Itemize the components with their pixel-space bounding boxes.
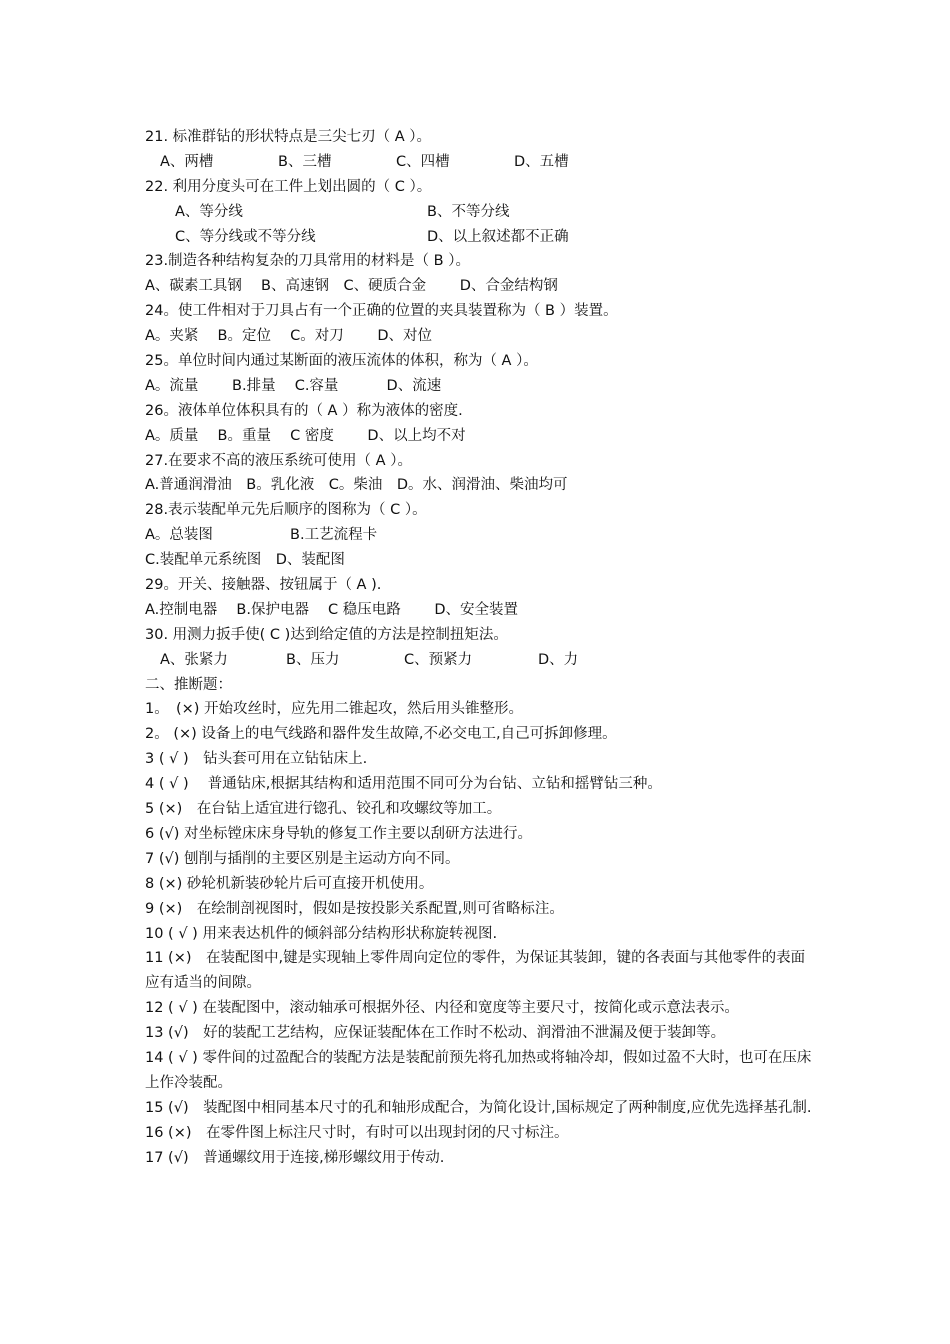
question-25-options: A。流量 B.排量 C.容量 D、流速 <box>145 377 442 394</box>
question-29-options: A.控制电器 B.保护电器 C 稳压电路 D、安全装置 <box>145 601 519 618</box>
question-26-options: A。质量 B。重量 C 密度 D、以上均不对 <box>145 427 466 444</box>
question-21: 21. 标准群钻的形状特点是三尖七刃（ A ）。 <box>145 129 432 145</box>
question-28: 28.表示装配单元先后顺序的图称为（ C ）。 <box>145 502 427 519</box>
option-c: C、等分线或不等分线 <box>175 228 316 245</box>
question-23-options: A、碳素工具钢 B、高速钢 C、硬质合金 D、合金结构钢 <box>145 278 558 295</box>
question-21-options <box>145 150 815 175</box>
tf-item-17: 17 (√) 普通螺纹用于连接,梯形螺纹用于传动. <box>145 1149 445 1166</box>
tf-item-1: 1。 (×) 开始攻丝时，应先用二锥起攻，然后用头锥整形。 <box>145 701 524 718</box>
question-22-options-row2 <box>145 225 815 250</box>
tf-item-16: 16 (×) 在零件图上标注尺寸时，有时可以出现封闭的尺寸标注。 <box>145 1124 569 1141</box>
question-22-options-row1 <box>145 200 815 225</box>
option-a: A、张紧力 <box>160 651 228 668</box>
question-28-options-row2: C.装配单元系统图 D、装配图 <box>145 552 345 569</box>
question-23: 23.制造各种结构复杂的刀具常用的材料是（ B ）。 <box>145 253 470 270</box>
option-a: A、等分线 <box>175 203 243 220</box>
question-25: 25。单位时间内通过某断面的液压流体的体积，称为（ A ）。 <box>145 353 538 370</box>
section-heading: 二、推断题： <box>145 676 232 693</box>
question-24-options: A。夹紧 B。定位 C。对刀 D、对位 <box>145 328 432 345</box>
option-a: A、两槽 <box>160 153 214 170</box>
option-d: D、力 <box>538 651 579 668</box>
option-c: C、预紧力 <box>404 651 473 668</box>
tf-item-6: 6 (√) 对坐标镗床床身导轨的修复工作主要以刮研方法进行。 <box>145 825 532 842</box>
option-b: B、压力 <box>286 651 340 668</box>
option-c: C、四槽 <box>396 153 450 170</box>
option-b: B、不等分线 <box>427 203 510 220</box>
tf-item-4: 4 ( √ ) 普通钻床,根据其结构和适用范围不同可分为台钻、立钻和摇臂钻三种。 <box>145 776 662 793</box>
question-22: 22. 利用分度头可在工件上划出圆的（ C ）。 <box>145 178 432 195</box>
question-26: 26。液体单位体积具有的（ A ）称为液体的密度. <box>145 402 463 419</box>
tf-item-8: 8 (×) 砂轮机新装砂轮片后可直接开机使用。 <box>145 875 434 892</box>
option-b: B、三槽 <box>278 153 332 170</box>
question-24: 24。使工件相对于刀具占有一个正确的位置的夹具装置称为（ B ）装置。 <box>145 303 618 320</box>
tf-item-3: 3 ( √ ) 钻头套可用在立钻钻床上. <box>145 751 368 768</box>
tf-item-7: 7 (√) 刨削与插削的主要区别是主运动方向不同。 <box>145 850 460 867</box>
tf-item-13: 13 (√) 好的装配工艺结构，应保证装配体在工作时不松动、润滑油不泄漏及便于装卸等。 <box>145 1025 726 1042</box>
tf-item-10: 10 ( √ ) 用来表达机件的倾斜部分结构形状称旋转视图. <box>145 925 498 942</box>
tf-item-9: 9 (×) 在绘制剖视图时，假如是按投影关系配置,则可省略标注。 <box>145 900 564 917</box>
tf-item-12: 12 ( √ ) 在装配图中，滚动轴承可根据外径、内径和宽度等主要尺寸，按简化或示意法表示。 <box>145 1000 739 1017</box>
question-27-options: A.普通润滑油 B。乳化液 C。柴油 D。水、润滑油、柴油均可 <box>145 477 568 494</box>
tf-item-15: 15 (√) 装配图中相同基本尺寸的孔和轴形成配合，为简化设计,国标规定了两种制度,应优先选择基孔制. <box>145 1099 812 1116</box>
option-d: D、以上叙述都不正确 <box>427 228 569 245</box>
option-d: D、五槽 <box>514 153 569 170</box>
question-30: 30. 用测力扳手使( C )达到给定值的方法是控制扭矩法。 <box>145 626 508 643</box>
tf-item-2: 2。 (×) 设备上的电气线路和器件发生故障,不必交电工,自己可拆卸修理。 <box>145 726 617 743</box>
question-28-options-row1: A。总装图 B.工艺流程卡 <box>145 527 378 544</box>
question-29: 29。开关、接触器、按钮属于（ A ). <box>145 577 382 594</box>
document-page <box>145 125 815 1171</box>
tf-item-5: 5 (×) 在台钻上适宜进行锪孔、铰孔和攻螺纹等加工。 <box>145 801 502 818</box>
question-27: 27.在要求不高的液压系统可使用（ A ）。 <box>145 452 412 469</box>
question-30-options <box>145 648 815 673</box>
tf-item-14: 14 ( √ ) 零件间的过盈配合的装配方法是装配前预先将孔加热或将轴冷却，假如过盈不大时，也可在压床上作冷装配。 <box>145 1050 812 1091</box>
tf-item-11: 11 (×) 在装配图中,键是实现轴上零件周向定位的零件，为保证其装卸，键的各表面与其他零件的表面应有适当的间隙。 <box>145 950 806 992</box>
